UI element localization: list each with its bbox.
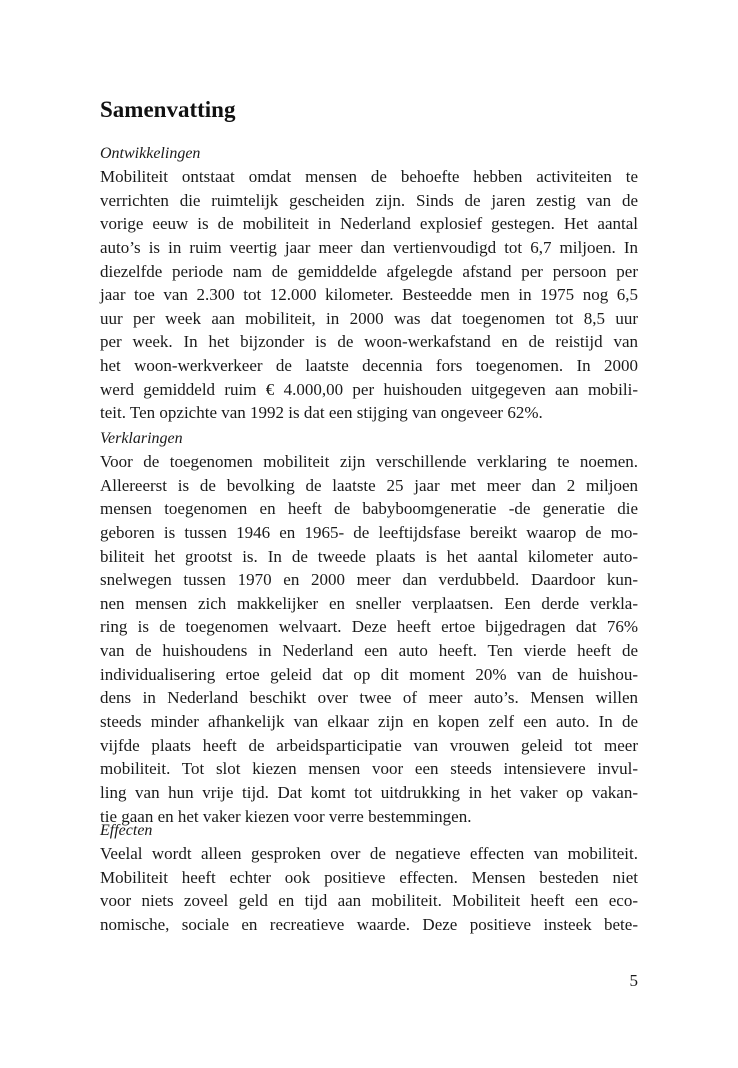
section-heading: Effecten (100, 822, 153, 839)
section-verklaringen (100, 428, 638, 828)
paragraph-line: uur per week aan mobiliteit, in 2000 was dat toegenomen tot 8,5 uur (100, 308, 638, 328)
paragraph-line: Veelal wordt alleen gesproken over de negatieve effecten van mobiliteit. (100, 844, 638, 863)
paragraph-line: biliteit het grootst is. In de tweede plaats is het aantal kilometer auto- (100, 546, 638, 566)
paragraph-line: vorige eeuw is de mobiliteit in Nederland explosief gestegen. Het aantal (100, 214, 638, 234)
paragraph-line: Mobiliteit ontstaat omdat mensen de behoefte hebben activiteiten te (100, 167, 638, 186)
paragraph-line: het woon-werkverkeer de laatste decennia fors toegenomen. In 2000 (100, 356, 638, 376)
page-title: Samenvatting (100, 97, 236, 122)
paragraph-line: Allereerst is de bevolking de laatste 25 jaar met meer dan 2 miljoen (100, 475, 638, 495)
section-heading: Verklaringen (100, 430, 183, 447)
paragraph-line: geboren is tussen 1946 en 1965- de leeftijdsfase bereikt waarop de mo- (100, 522, 638, 542)
paragraph-line: mensen toegenomen en heeft de babyboomgeneratie -de generatie die (100, 499, 638, 519)
page-number: 5 (629, 971, 638, 990)
paragraph-line: teit. Ten opzichte van 1992 is dat een stijging van ongeveer 62%. (100, 403, 543, 423)
paragraph-line: voor niets zoveel geld en tijd aan mobiliteit. Mobiliteit heeft een eco- (100, 891, 638, 911)
paragraph-line: snelwegen tussen 1970 en 2000 meer dan verdubbeld. Daardoor kun- (100, 570, 638, 590)
paragraph-line: individualisering ertoe geleid dat op dit moment 20% van de huishou- (100, 664, 638, 684)
paragraph-line: per week. In het bijzonder is de woon-werkafstand en de reistijd van (100, 332, 638, 352)
paragraph-line: nomische, sociale en recreatieve waarde. Deze positieve insteek bete- (100, 914, 638, 934)
paragraph-line: jaar toe van 2.300 tot 12.000 kilometer. Besteedde men in 1975 nog 6,5 (100, 285, 638, 305)
paragraph-line: van de huishoudens in Nederland een auto heeft. Ten vierde heeft de (100, 641, 638, 661)
section-effecten (100, 820, 638, 937)
paragraph-line: Voor de toegenomen mobiliteit zijn verschillende verklaring te noemen. (100, 452, 638, 471)
paragraph-line: vijfde plaats heeft de arbeidsparticipatie van vrouwen geleid tot meer (100, 735, 638, 755)
paragraph-line: ling van hun vrije tijd. Dat komt tot uitdrukking in het vaker op vakan- (100, 782, 638, 802)
paragraph-line: mobiliteit. Tot slot kiezen mensen voor een steeds intensievere invul- (100, 759, 638, 779)
paragraph-line: diezelfde periode nam de gemiddelde afgelegde afstand per persoon per (100, 261, 638, 281)
paragraph-line: auto’s is in ruim veertig jaar meer dan vertienvoudigd tot 6,7 miljoen. In (100, 237, 638, 257)
paragraph-line: dens in Nederland beschikt over twee of meer auto’s. Mensen willen (100, 688, 638, 708)
paragraph-line: Mobiliteit heeft echter ook positieve effecten. Mensen besteden niet (100, 867, 638, 887)
paragraph-line: tie gaan en het vaker kiezen voor verre bestemmingen. (100, 806, 472, 826)
paragraph-line: verrichten die ruimtelijk gescheiden zijn. Sinds de jaren zestig van de (100, 190, 638, 210)
paragraph-line: nen mensen zich makkelijker en sneller verplaatsen. Een derde verkla- (100, 593, 638, 613)
section-ontwikkelingen (100, 143, 638, 425)
paragraph-line: werd gemiddeld ruim € 4.000,00 per huishouden uitgegeven aan mobili- (100, 379, 638, 399)
paragraph-line: ring is de toegenomen welvaart. Deze heeft ertoe bijgedragen dat 76% (100, 617, 638, 637)
section-heading: Ontwikkelingen (100, 145, 201, 162)
paragraph-line: steeds minder afhankelijk van elkaar zijn en kopen zelf een auto. In de (100, 712, 638, 732)
